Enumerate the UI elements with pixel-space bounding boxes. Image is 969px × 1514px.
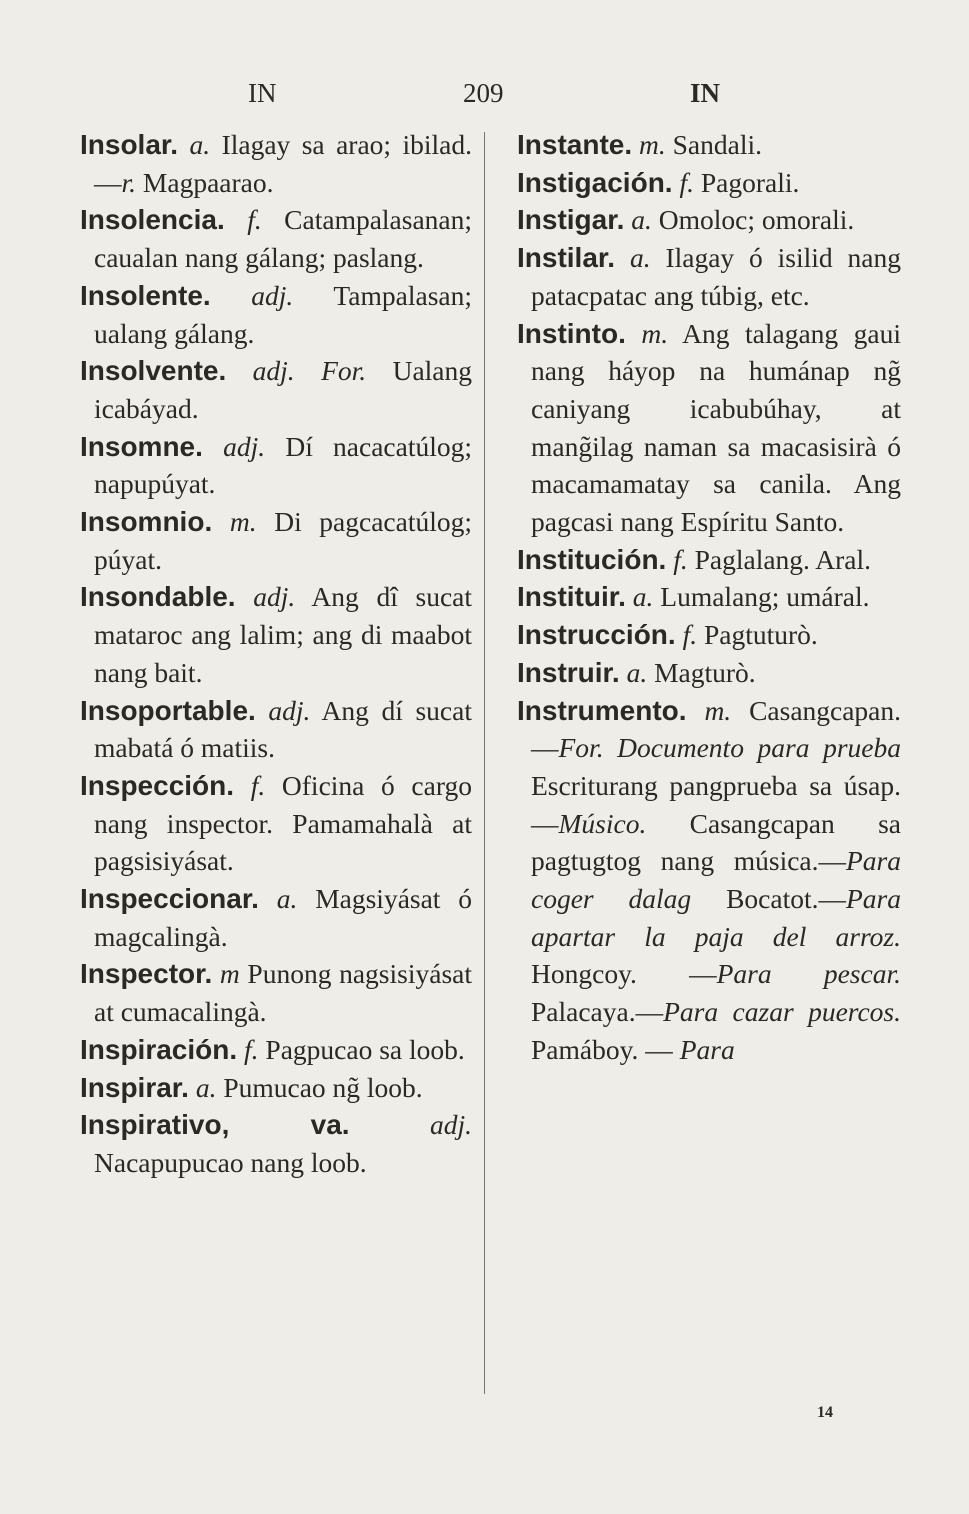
- dictionary-entry: [80, 201, 472, 276]
- grammar-label: f.: [679, 166, 694, 198]
- definition: Punong nagsisiyásat at cumacalingà.: [94, 958, 472, 1028]
- definition: Pumucao ng̃ loob.: [223, 1071, 423, 1103]
- signature-mark: 14: [817, 1404, 833, 1421]
- dictionary-entry: [80, 352, 472, 427]
- dictionary-entry: [517, 315, 901, 541]
- grammar-label: f.: [244, 1033, 259, 1065]
- dictionary-entry: [517, 164, 901, 202]
- dictionary-entry: [517, 201, 901, 239]
- grammar-label: m.: [704, 694, 732, 726]
- grammar-label: m: [219, 958, 240, 990]
- header-left-guide-word: IN: [248, 78, 277, 108]
- headword: Instante.: [517, 129, 633, 160]
- spanish-phrase: Para pescar.: [716, 958, 901, 990]
- headword: Instigar.: [517, 204, 625, 236]
- headword: Insolvente.: [80, 355, 227, 387]
- definition: Omoloc; omorali.: [658, 204, 855, 236]
- dictionary-entry: [80, 277, 472, 352]
- definition: Lumalang; umáral.: [660, 581, 870, 613]
- dictionary-entry: [80, 503, 472, 578]
- dictionary-entry: [517, 692, 901, 1069]
- definition: Catampalasanan; caualan nang gálang; paslang.: [94, 204, 473, 274]
- headword: Inspirativo, va.: [80, 1109, 350, 1141]
- grammar-label: m.: [639, 129, 666, 160]
- grammar-label: a.: [626, 656, 648, 688]
- headword: Insomnio.: [80, 506, 213, 538]
- definition: Pagorali.: [700, 166, 800, 198]
- column-divider: [484, 132, 485, 1394]
- headword: Instilar.: [517, 242, 616, 274]
- definition: Bocatot.—: [691, 883, 846, 915]
- definition: Pagpucao sa loob.: [265, 1033, 465, 1065]
- grammar-label: adj.: [253, 581, 296, 613]
- grammar-label: r.: [121, 166, 137, 198]
- dictionary-entry: [80, 1106, 472, 1181]
- definition: Palacaya.—: [531, 996, 664, 1028]
- definition: Di pagcacatúlog; púyat.: [94, 506, 473, 575]
- headword: Insondable.: [80, 581, 236, 613]
- definition: Ilagay sa arao; ibilad.—: [94, 129, 472, 198]
- headword: Insolente.: [80, 279, 211, 311]
- spanish-phrase: Para apartar la paja del arroz.: [531, 883, 901, 952]
- grammar-label: a.: [276, 883, 298, 915]
- headword: Instrucción.: [517, 619, 676, 651]
- definition: Ang talagang gaui nang háyop na humánap ng̃ caniyang icabubúhay, at mang̃ilag naman sa macasisirà ó macamamatay sa canila. Ang pagcasi nang Espíritu Santo.: [531, 317, 902, 538]
- definition: Sandali.: [672, 129, 763, 160]
- definition: Oficina ó cargo nang inspector. Pamamahalà at pagsisiyásat.: [94, 769, 473, 877]
- running-header: [0, 78, 969, 118]
- headword: Instrumento.: [517, 694, 687, 726]
- headword: Instruir.: [517, 656, 620, 688]
- dictionary-entry: [517, 616, 901, 654]
- definition: Casangcapan sa pagtugtog nang música.—: [531, 807, 901, 877]
- dictionary-entry: [80, 767, 472, 880]
- grammar-label: m.: [229, 506, 257, 538]
- spanish-phrase: For. Documento para prueba: [558, 732, 901, 764]
- definition: Ilagay ó isilid nang patacpatac ang túbig, etc.: [531, 242, 902, 311]
- spanish-phrase: Músico.: [558, 807, 647, 839]
- definition: Tampalasan; ualang gálang.: [94, 279, 472, 349]
- page-number: 209: [463, 78, 504, 108]
- grammar-label: adj. For.: [252, 355, 367, 387]
- dictionary-entry: [80, 1031, 472, 1069]
- grammar-label: adj.: [223, 430, 266, 462]
- dictionary-entry: [80, 955, 472, 1030]
- headword: Instituir.: [517, 581, 626, 613]
- definition: Ang dí sucat mabatá ó matiis.: [94, 694, 472, 764]
- grammar-label: f.: [682, 619, 698, 651]
- headword: Insoportable.: [80, 694, 256, 726]
- definition: Hongcoy. —: [531, 958, 717, 990]
- definition: Pamáboy. —: [531, 1033, 680, 1065]
- spanish-phrase: Para cazar puercos.: [663, 996, 901, 1028]
- definition: Pagtuturò.: [703, 619, 818, 651]
- headword: Inspector.: [80, 958, 213, 990]
- headword: Insomne.: [80, 430, 203, 462]
- definition: Ualang icabáyad.: [94, 355, 472, 424]
- definition: Escriturang pangprueba sa úsap.—: [531, 769, 901, 839]
- grammar-label: adj.: [251, 279, 294, 311]
- headword: Insolar.: [80, 129, 179, 160]
- headword: Inspirar.: [80, 1071, 189, 1103]
- dictionary-entry: [80, 126, 472, 201]
- headword: Inspeccionar.: [80, 883, 259, 915]
- header-right-guide-word: IN: [690, 78, 721, 108]
- right-column: [517, 126, 901, 1069]
- dictionary-entry: [80, 428, 472, 503]
- definition: Magturò.: [654, 656, 756, 688]
- definition: Magsiyásat ó magcalingà.: [94, 883, 472, 952]
- dictionary-entry: [517, 541, 901, 579]
- grammar-label: a.: [632, 581, 654, 613]
- definition: Casangcapan.—: [531, 694, 902, 764]
- grammar-label: m.: [641, 317, 669, 349]
- definition: Dí nacacatúlog; napupúyat.: [94, 430, 472, 500]
- dictionary-entry: [517, 239, 901, 314]
- grammar-label: a.: [629, 242, 651, 274]
- spanish-phrase: Para: [679, 1033, 735, 1065]
- grammar-label: a.: [631, 204, 652, 236]
- dictionary-entry: [80, 1069, 472, 1107]
- headword: Instinto.: [517, 317, 626, 349]
- headword: Institución.: [517, 543, 667, 575]
- definition: Paglalang. Aral.: [694, 543, 872, 575]
- dictionary-entry: [517, 578, 901, 616]
- headword: Inspiración.: [80, 1033, 238, 1065]
- dictionary-entry: [80, 692, 472, 767]
- grammar-label: f.: [673, 543, 688, 575]
- dictionary-entry: [517, 654, 901, 692]
- dictionary-entry: [517, 126, 901, 164]
- grammar-label: f.: [247, 204, 262, 236]
- definition: Magpaarao.: [142, 166, 274, 198]
- spanish-phrase: Para coger dalag: [531, 845, 901, 915]
- dictionary-entry: [80, 880, 472, 955]
- grammar-label: f.: [250, 769, 266, 801]
- definition: Nacapupucao nang loob.: [94, 1146, 367, 1178]
- dictionary-entry: [80, 578, 472, 691]
- grammar-label: adj.: [429, 1109, 472, 1141]
- headword: Inspección.: [80, 769, 235, 801]
- headword: Insolencia.: [80, 204, 225, 236]
- grammar-label: a.: [189, 129, 211, 160]
- definition: Ang dî sucat mataroc ang lalim; ang di maabot nang bait.: [94, 581, 473, 688]
- grammar-label: adj.: [268, 694, 311, 726]
- headword: Instigación.: [517, 166, 673, 198]
- left-column: [80, 126, 472, 1182]
- grammar-label: a.: [195, 1071, 217, 1103]
